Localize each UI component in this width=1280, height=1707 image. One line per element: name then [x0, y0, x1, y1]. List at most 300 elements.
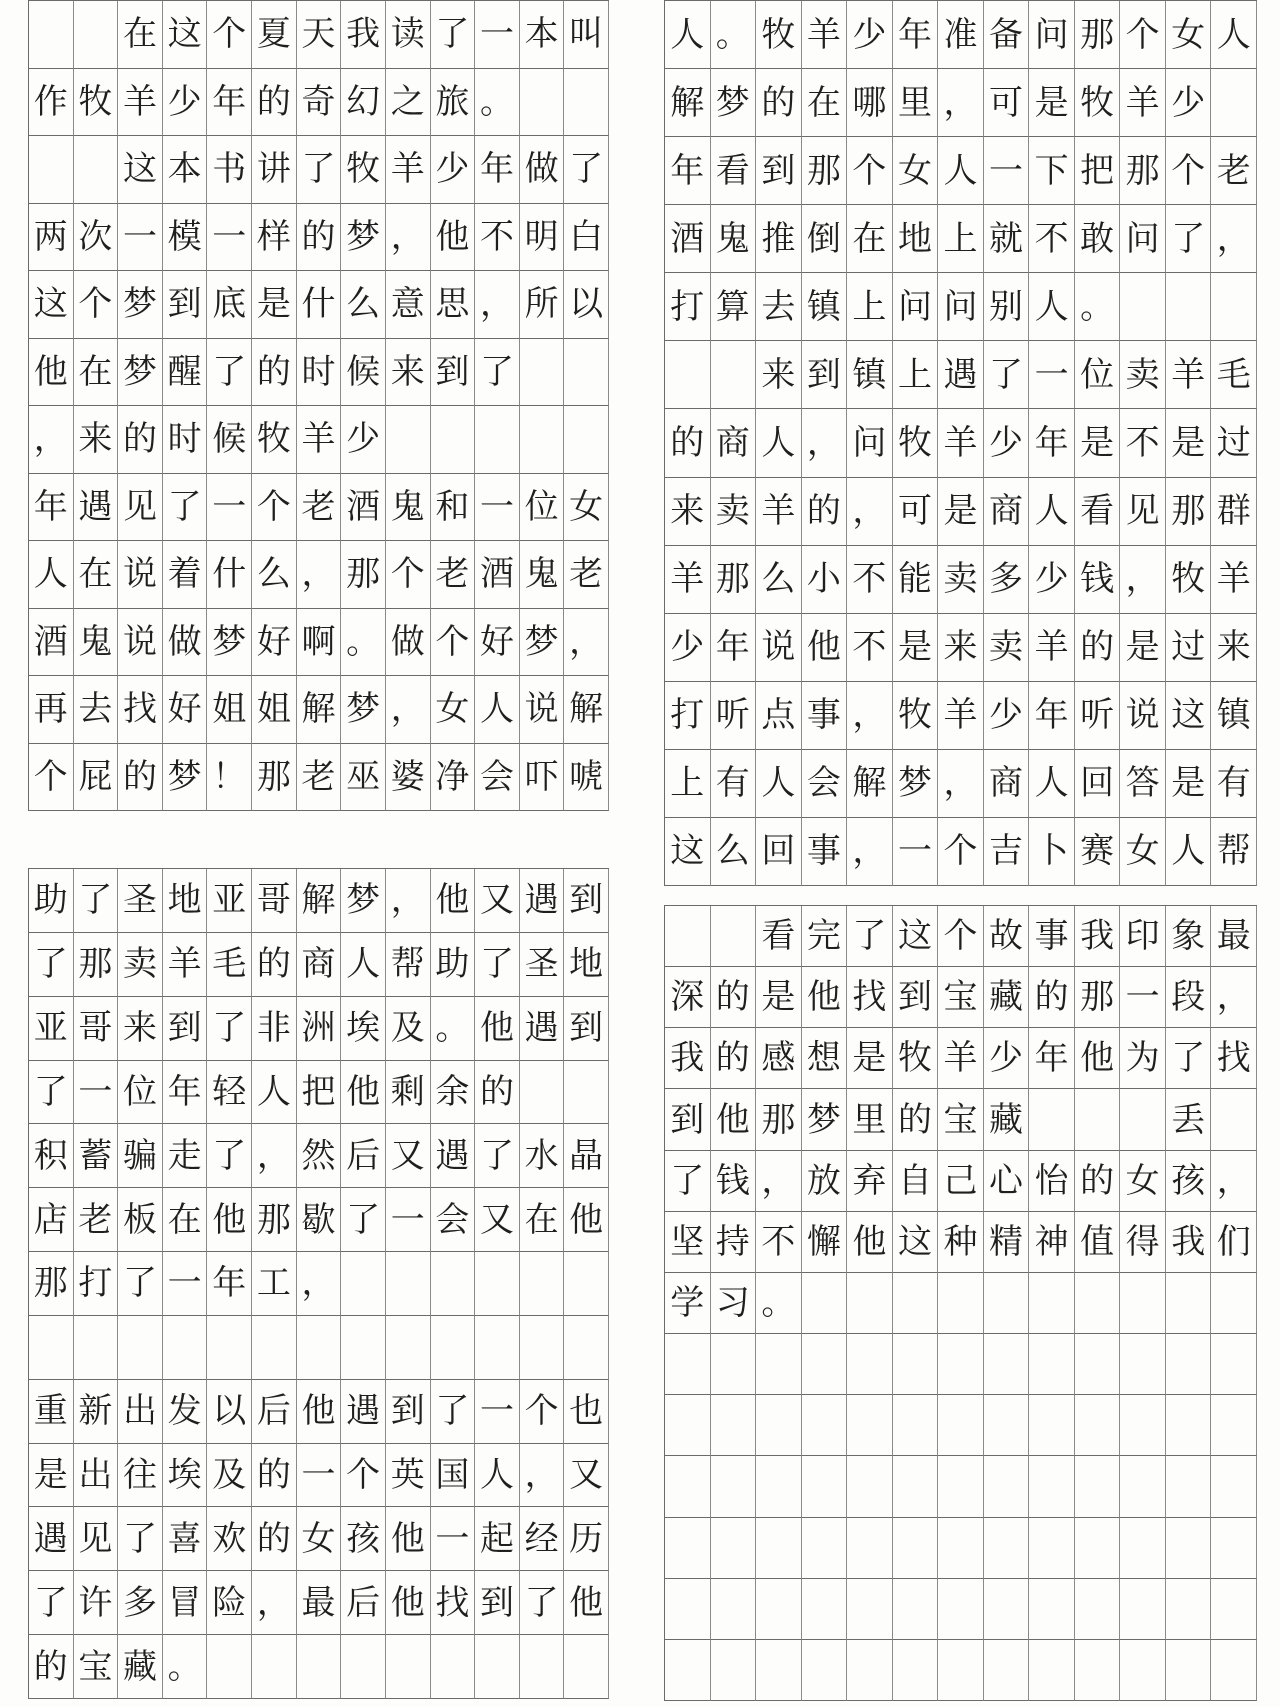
grid-cell: [1166, 1640, 1212, 1701]
grid-cell: 得: [1120, 1212, 1166, 1273]
grid-cell: ，: [297, 541, 342, 609]
grid-cell: [1120, 1273, 1166, 1334]
grid-cell: [475, 1635, 520, 1699]
grid-cell: 帮: [386, 933, 431, 997]
grid-cell: 多: [984, 546, 1030, 614]
grid-cell: 的: [29, 1635, 74, 1699]
grid-cell: 工: [252, 1252, 297, 1316]
grid-cell: [938, 1579, 984, 1640]
grid-cell: 女: [564, 474, 609, 542]
grid-cell: [893, 1273, 939, 1334]
grid-cell: 酒: [29, 609, 74, 677]
grid-cell: 来: [1211, 614, 1257, 682]
grid-cell: 羊: [665, 546, 711, 614]
grid-cell: 把: [1075, 137, 1121, 205]
grid-cell: 到: [802, 341, 848, 409]
grid-cell: [1120, 1395, 1166, 1456]
grid-cell: 宝: [938, 967, 984, 1028]
grid-cell: 说: [520, 676, 565, 744]
grid-cell: 个: [29, 744, 74, 812]
grid-cell: ，: [252, 1124, 297, 1188]
grid-cell: 意: [386, 271, 431, 339]
grid-cell: 的: [252, 1507, 297, 1571]
grid-cell: [665, 1334, 711, 1395]
grid-cell: 年: [207, 69, 252, 137]
grid-cell: [1166, 1395, 1212, 1456]
grid-cell: [520, 1316, 565, 1380]
grid-cell: 他: [711, 1089, 757, 1150]
grid-cell: [893, 1518, 939, 1579]
grid-cell: 镇: [1211, 682, 1257, 750]
grid-cell: 人: [341, 933, 386, 997]
grid-cell: [118, 1316, 163, 1380]
grid-cell: 解: [665, 69, 711, 137]
grid-cell: 问: [1120, 205, 1166, 273]
grid-cell: 是: [1166, 750, 1212, 818]
grid-cell: 遇: [520, 869, 565, 933]
grid-cell: [1075, 1395, 1121, 1456]
grid-cell: 水: [520, 1124, 565, 1188]
grid-cell: 在: [847, 205, 893, 273]
grid-cell: 到: [756, 137, 802, 205]
grid-cell: 了: [847, 906, 893, 967]
grid-cell: 英: [386, 1444, 431, 1508]
grid-cell: [29, 1, 74, 69]
grid-cell: 。: [341, 609, 386, 677]
grid-cell: 算: [711, 273, 757, 341]
grid-cell: 个: [386, 541, 431, 609]
grid-cell: [520, 1252, 565, 1316]
grid-cell: 他: [297, 1380, 342, 1444]
grid-cell: [475, 1316, 520, 1380]
grid-cell: 是: [1166, 409, 1212, 477]
grid-cell: 地: [564, 933, 609, 997]
grid-cell: 少: [984, 409, 1030, 477]
grid-cell: [29, 136, 74, 204]
grid-cell: 鬼: [386, 474, 431, 542]
grid-cell: 羊: [938, 682, 984, 750]
grid-cell: 少: [431, 136, 476, 204]
grid-cell: 年: [893, 1, 939, 69]
grid-cell: 女: [893, 137, 939, 205]
grid-cell: 事: [802, 818, 848, 886]
grid-cell: 他: [847, 1212, 893, 1273]
grid-cell: 遇: [74, 474, 119, 542]
grid-cell: [1211, 1273, 1257, 1334]
grid-cell: 之: [386, 69, 431, 137]
grid-cell: [711, 1334, 757, 1395]
grid-cell: 。: [475, 69, 520, 137]
grid-cell: 他: [207, 1188, 252, 1252]
grid-cell: 不: [756, 1212, 802, 1273]
grid-cell: 解: [297, 676, 342, 744]
grid-cell: [475, 1252, 520, 1316]
grid-cell: 说: [1120, 682, 1166, 750]
grid-cell: 上: [847, 273, 893, 341]
grid-cell: 我: [1166, 1212, 1212, 1273]
grid-cell: 点: [756, 682, 802, 750]
grid-cell: [252, 1316, 297, 1380]
grid-cell: ，: [475, 271, 520, 339]
grid-cell: 的: [756, 69, 802, 137]
grid-cell: ，: [847, 478, 893, 546]
grid-cell: 人: [665, 1, 711, 69]
grid-cell: 。: [431, 997, 476, 1061]
grid-cell: [665, 1579, 711, 1640]
grid-cell: 这: [29, 271, 74, 339]
grid-cell: [1211, 1518, 1257, 1579]
grid-cell: 值: [1075, 1212, 1121, 1273]
grid-cell: 他: [386, 1571, 431, 1635]
grid-cell: 圣: [520, 933, 565, 997]
grid-cell: [1029, 1456, 1075, 1517]
grid-cell: 我: [665, 1028, 711, 1089]
grid-cell: [520, 339, 565, 407]
grid-cell: 发: [163, 1380, 208, 1444]
grid-cell: 一: [74, 1061, 119, 1125]
grid-cell: 夏: [252, 1, 297, 69]
grid-cell: 准: [938, 1, 984, 69]
grid-cell: 时: [163, 406, 208, 474]
grid-cell: 鬼: [74, 609, 119, 677]
grid-cell: ，: [386, 204, 431, 272]
grid-cell: 那: [711, 546, 757, 614]
grid-cell: [802, 1456, 848, 1517]
grid-cell: 藏: [118, 1635, 163, 1699]
grid-cell: 个: [252, 474, 297, 542]
grid-cell: 个: [74, 271, 119, 339]
grid-cell: [297, 1316, 342, 1380]
grid-cell: 人: [252, 1061, 297, 1125]
grid-cell: 梦: [893, 750, 939, 818]
grid-cell: 了: [475, 933, 520, 997]
grid-cell: 这: [163, 1, 208, 69]
grid-cell: [802, 1334, 848, 1395]
grid-cell: [520, 1635, 565, 1699]
grid-cell: 婆: [386, 744, 431, 812]
grid-cell: 地: [893, 205, 939, 273]
grid-cell: 酒: [341, 474, 386, 542]
grid-cell: 不: [1029, 205, 1075, 273]
grid-cell: 人: [938, 137, 984, 205]
grid-cell: 的: [1029, 967, 1075, 1028]
grid-cell: [1211, 1640, 1257, 1701]
grid-cell: 他: [564, 1571, 609, 1635]
grid-cell: 有: [1211, 750, 1257, 818]
grid-cell: [984, 1395, 1030, 1456]
grid-cell: [1211, 273, 1257, 341]
grid-cell: 哪: [847, 69, 893, 137]
grid-cell: [386, 1635, 431, 1699]
grid-cell: 问: [893, 273, 939, 341]
grid-cell: 小: [802, 546, 848, 614]
grid-cell: 看: [756, 906, 802, 967]
grid-cell: 年: [1029, 682, 1075, 750]
grid-cell: ，: [1211, 1151, 1257, 1212]
grid-cell: 及: [386, 997, 431, 1061]
grid-cell: [1075, 1518, 1121, 1579]
grid-cell: 他: [802, 967, 848, 1028]
grid-cell: 好: [475, 609, 520, 677]
grid-cell: 那: [74, 933, 119, 997]
grid-cell: 女: [1166, 1, 1212, 69]
grid-cell: 书: [207, 136, 252, 204]
grid-cell: 了: [431, 1, 476, 69]
grid-cell: 巫: [341, 744, 386, 812]
grid-cell: [1029, 1518, 1075, 1579]
grid-cell: 帮: [1211, 818, 1257, 886]
grid-cell: 往: [118, 1444, 163, 1508]
grid-cell: 个: [341, 1444, 386, 1508]
grid-cell: 一: [386, 1188, 431, 1252]
grid-cell: 上: [665, 750, 711, 818]
grid-cell: [938, 1334, 984, 1395]
grid-cell: [938, 1456, 984, 1517]
grid-cell: 看: [711, 137, 757, 205]
grid-cell: 着: [163, 541, 208, 609]
grid-cell: 的: [1075, 1151, 1121, 1212]
grid-cell: 唬: [564, 744, 609, 812]
grid-cell: 蓄: [74, 1124, 119, 1188]
grid-cell: 的: [893, 1089, 939, 1150]
grid-cell: [711, 1518, 757, 1579]
grid-cell: 。: [163, 1635, 208, 1699]
essay-panel-bottom-right: [664, 905, 1257, 1701]
grid-cell: 遇: [938, 341, 984, 409]
grid-cell: 牧: [893, 409, 939, 477]
grid-cell: 他: [802, 614, 848, 682]
grid-cell: [711, 906, 757, 967]
grid-cell: 们: [1211, 1212, 1257, 1273]
grid-cell: 卖: [1120, 341, 1166, 409]
grid-cell: 险: [207, 1571, 252, 1635]
grid-cell: 少: [984, 682, 1030, 750]
grid-cell: 的: [802, 478, 848, 546]
grid-cell: 女: [1120, 1151, 1166, 1212]
grid-cell: [386, 1252, 431, 1316]
grid-cell: 问: [1029, 1, 1075, 69]
grid-cell: 梦: [520, 609, 565, 677]
grid-cell: 我: [341, 1, 386, 69]
grid-cell: 持: [711, 1212, 757, 1273]
grid-cell: ，: [1120, 546, 1166, 614]
grid-cell: 个: [1120, 1, 1166, 69]
grid-cell: 我: [1075, 906, 1121, 967]
grid-cell: 去: [756, 273, 802, 341]
grid-cell: 回: [756, 818, 802, 886]
grid-cell: ，: [252, 1571, 297, 1635]
grid-cell: [1166, 1456, 1212, 1517]
grid-cell: ，: [938, 69, 984, 137]
grid-cell: 种: [938, 1212, 984, 1273]
grid-cell: [893, 1640, 939, 1701]
grid-cell: [386, 1316, 431, 1380]
grid-cell: 位: [1075, 341, 1121, 409]
grid-cell: [1211, 1456, 1257, 1517]
grid-cell: 那: [341, 541, 386, 609]
grid-cell: 老: [1211, 137, 1257, 205]
grid-cell: 羊: [938, 1028, 984, 1089]
grid-cell: [1211, 1089, 1257, 1150]
grid-cell: 亚: [207, 869, 252, 933]
grid-cell: 丢: [1166, 1089, 1212, 1150]
grid-cell: 的: [711, 1028, 757, 1089]
grid-cell: 姐: [207, 676, 252, 744]
grid-cell: 那: [1120, 137, 1166, 205]
grid-cell: 一: [1120, 967, 1166, 1028]
grid-cell: [520, 69, 565, 137]
grid-cell: 问: [938, 273, 984, 341]
grid-cell: [341, 1635, 386, 1699]
grid-cell: [893, 1395, 939, 1456]
grid-cell: 后: [252, 1380, 297, 1444]
grid-cell: 来: [938, 614, 984, 682]
grid-cell: 一: [297, 1444, 342, 1508]
grid-cell: 奇: [297, 69, 342, 137]
grid-cell: 喜: [163, 1507, 208, 1571]
grid-cell: 段: [1166, 967, 1212, 1028]
grid-cell: 又: [386, 1124, 431, 1188]
grid-cell: 了: [297, 136, 342, 204]
grid-cell: 这: [665, 818, 711, 886]
grid-cell: 了: [564, 136, 609, 204]
grid-cell: 出: [118, 1380, 163, 1444]
grid-cell: 个: [1166, 137, 1212, 205]
grid-cell: 做: [386, 609, 431, 677]
grid-cell: [1075, 1334, 1121, 1395]
grid-cell: 在: [163, 1188, 208, 1252]
grid-cell: 走: [163, 1124, 208, 1188]
grid-cell: [386, 406, 431, 474]
grid-cell: 亚: [29, 997, 74, 1061]
grid-cell: 解: [847, 750, 893, 818]
grid-cell: 他: [341, 1061, 386, 1125]
grid-cell: ，: [1211, 967, 1257, 1028]
grid-cell: 羊: [802, 1, 848, 69]
grid-cell: 埃: [163, 1444, 208, 1508]
grid-cell: 到: [564, 869, 609, 933]
grid-cell: 一: [207, 204, 252, 272]
grid-cell: 梦: [341, 676, 386, 744]
grid-cell: 打: [665, 682, 711, 750]
grid-cell: 本: [163, 136, 208, 204]
grid-cell: 弃: [847, 1151, 893, 1212]
grid-cell: 的: [118, 406, 163, 474]
grid-cell: [207, 1635, 252, 1699]
grid-cell: [564, 69, 609, 137]
grid-cell: 了: [207, 997, 252, 1061]
grid-cell: 的: [252, 1444, 297, 1508]
grid-cell: 在: [118, 1, 163, 69]
grid-cell: 赛: [1075, 818, 1121, 886]
grid-cell: 然: [297, 1124, 342, 1188]
grid-cell: 羊: [386, 136, 431, 204]
grid-cell: 在: [802, 69, 848, 137]
grid-cell: [74, 136, 119, 204]
grid-cell: [984, 1579, 1030, 1640]
grid-cell: [1211, 1334, 1257, 1395]
grid-cell: 人: [1029, 750, 1075, 818]
grid-cell: 一: [431, 1507, 476, 1571]
grid-cell: [847, 1273, 893, 1334]
grid-cell: 酒: [665, 205, 711, 273]
grid-cell: 孩: [341, 1507, 386, 1571]
grid-cell: 羊: [163, 933, 208, 997]
grid-cell: [1166, 1518, 1212, 1579]
grid-cell: 鬼: [520, 541, 565, 609]
grid-cell: 事: [802, 682, 848, 750]
grid-cell: ，: [520, 1444, 565, 1508]
grid-cell: 酒: [475, 541, 520, 609]
grid-cell: 商: [984, 750, 1030, 818]
grid-cell: 到: [665, 1089, 711, 1150]
grid-cell: 少: [847, 1, 893, 69]
grid-cell: [1029, 1395, 1075, 1456]
grid-cell: 所: [520, 271, 565, 339]
grid-cell: 能: [893, 546, 939, 614]
grid-cell: 歇: [297, 1188, 342, 1252]
grid-cell: 一: [893, 818, 939, 886]
grid-cell: 见: [118, 474, 163, 542]
grid-cell: 最: [297, 1571, 342, 1635]
grid-cell: 说: [118, 541, 163, 609]
grid-cell: 别: [984, 273, 1030, 341]
grid-cell: 以: [207, 1380, 252, 1444]
grid-cell: 牧: [756, 1, 802, 69]
grid-cell: 的: [252, 339, 297, 407]
grid-cell: 板: [118, 1188, 163, 1252]
grid-cell: 了: [207, 1124, 252, 1188]
grid-cell: 少: [163, 69, 208, 137]
grid-cell: 牧: [1075, 69, 1121, 137]
grid-cell: 人: [1029, 273, 1075, 341]
grid-cell: [252, 1635, 297, 1699]
grid-cell: 以: [564, 271, 609, 339]
grid-cell: 读: [386, 1, 431, 69]
grid-cell: [1029, 1334, 1075, 1395]
grid-cell: [756, 1640, 802, 1701]
grid-cell: [802, 1579, 848, 1640]
essay-panel-top-left: [28, 0, 609, 811]
grid-cell: 他: [475, 997, 520, 1061]
grid-cell: 羊: [756, 478, 802, 546]
grid-cell: 积: [29, 1124, 74, 1188]
grid-cell: 牧: [252, 406, 297, 474]
grid-cell: [431, 1635, 476, 1699]
grid-cell: [802, 1273, 848, 1334]
grid-cell: 。: [711, 1, 757, 69]
grid-cell: 不: [475, 204, 520, 272]
grid-cell: 老: [297, 744, 342, 812]
grid-cell: [984, 1640, 1030, 1701]
grid-cell: 梦: [341, 204, 386, 272]
grid-cell: 习: [711, 1273, 757, 1334]
grid-cell: 个: [938, 818, 984, 886]
grid-cell: 毛: [1211, 341, 1257, 409]
grid-cell: 什: [207, 541, 252, 609]
grid-cell: 不: [847, 614, 893, 682]
grid-cell: [1075, 1273, 1121, 1334]
grid-cell: [847, 1456, 893, 1517]
grid-cell: [1120, 1579, 1166, 1640]
grid-cell: 一: [207, 474, 252, 542]
grid-cell: 梦: [711, 69, 757, 137]
grid-cell: 商: [297, 933, 342, 997]
grid-cell: 哥: [252, 869, 297, 933]
grid-cell: [802, 1518, 848, 1579]
grid-cell: [711, 1456, 757, 1517]
grid-cell: 人: [1166, 818, 1212, 886]
